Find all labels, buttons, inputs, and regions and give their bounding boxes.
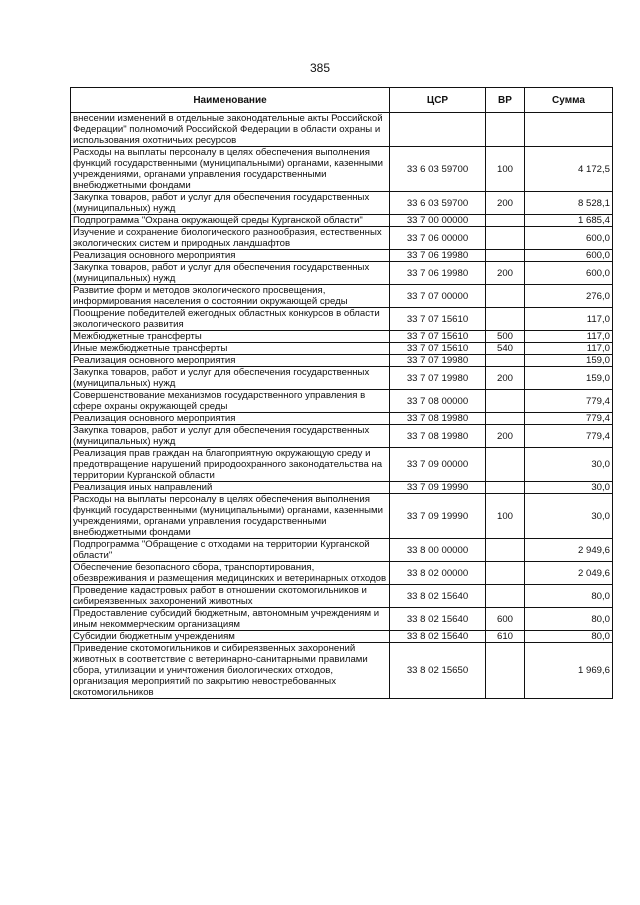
table-row [71,608,613,631]
cell-vr [486,308,525,331]
cell-sum: 276,0 [525,285,613,308]
cell-sum: 4 172,5 [525,147,613,192]
cell-vr: 200 [486,425,525,448]
cell-csr: 33 7 09 00000 [390,448,486,482]
header-name: Наименование [71,88,390,113]
cell-name: Развитие форм и методов экологического просвещения, информирования населения о состоянии окружающей среды [71,285,390,308]
cell-vr: 540 [486,343,525,355]
cell-name: Реализация прав граждан на благоприятную окружающую среду и предотвращение нарушений природоохранного законодательства на территории Курганской области [71,448,390,482]
table-row [71,494,613,539]
cell-name: Закупка товаров, работ и услуг для обеспечения государственных (муниципальных) нужд [71,262,390,285]
cell-name: Поощрение победителей ежегодных областных конкурсов в области экологического развития [71,308,390,331]
header-csr: ЦСР [390,88,486,113]
cell-name: Закупка товаров, работ и услуг для обеспечения государственных (муниципальных) нужд [71,367,390,390]
cell-name: Подпрограмма "Обращение с отходами на территории Курганской области" [71,539,390,562]
cell-csr: 33 8 02 15640 [390,585,486,608]
cell-vr [486,227,525,250]
cell-sum: 600,0 [525,250,613,262]
cell-csr: 33 7 00 00000 [390,215,486,227]
cell-sum: 2 949,6 [525,539,613,562]
cell-name: Реализация основного мероприятия [71,413,390,425]
cell-vr: 100 [486,147,525,192]
cell-vr: 200 [486,262,525,285]
cell-vr [486,482,525,494]
cell-sum: 159,0 [525,355,613,367]
header-vr: ВР [486,88,525,113]
cell-name: Закупка товаров, работ и услуг для обеспечения государственных (муниципальных) нужд [71,192,390,215]
cell-sum: 1 685,4 [525,215,613,227]
cell-name: Реализация основного мероприятия [71,355,390,367]
cell-csr: 33 7 06 19980 [390,250,486,262]
cell-name: Проведение кадастровых работ в отношении скотомогильников и сибиреязвенных захоронений животных [71,585,390,608]
cell-name: Иные межбюджетные трансферты [71,343,390,355]
table-row [71,331,613,343]
cell-csr [390,113,486,147]
cell-sum: 8 528,1 [525,192,613,215]
cell-vr: 100 [486,494,525,539]
table-row [71,192,613,215]
cell-sum: 779,4 [525,425,613,448]
table-row [71,343,613,355]
table-row [71,562,613,585]
cell-csr: 33 8 02 15650 [390,643,486,699]
cell-vr [486,250,525,262]
cell-name: Совершенствование механизмов государственного управления в сфере охраны окружающей среды [71,390,390,413]
cell-csr: 33 8 00 00000 [390,539,486,562]
table-row [71,215,613,227]
cell-sum [525,113,613,147]
cell-name: Реализация иных направлений [71,482,390,494]
cell-vr [486,413,525,425]
table-row [71,147,613,192]
header-sum: Сумма [525,88,613,113]
table-row [71,448,613,482]
table-row [71,425,613,448]
cell-csr: 33 7 09 19990 [390,482,486,494]
cell-name: Расходы на выплаты персоналу в целях обеспечения выполнения функций государственными (муниципальными) органами, казенными учреждениями, органами управления государственными внебюджетными фондами [71,147,390,192]
cell-sum: 80,0 [525,631,613,643]
cell-csr: 33 7 07 19980 [390,367,486,390]
cell-name: Реализация основного мероприятия [71,250,390,262]
cell-name: Межбюджетные трансферты [71,331,390,343]
cell-sum: 779,4 [525,413,613,425]
cell-sum: 80,0 [525,585,613,608]
table-row [71,482,613,494]
table-row [71,308,613,331]
cell-sum: 117,0 [525,343,613,355]
cell-name: Расходы на выплаты персоналу в целях обеспечения выполнения функций государственными (муниципальными) органами, казенными учреждениями, органами управления государственными внебюджетными фондами [71,494,390,539]
table-row [71,113,613,147]
cell-csr: 33 7 07 19980 [390,355,486,367]
cell-csr: 33 6 03 59700 [390,147,486,192]
cell-name: Изучение и сохранение биологического разнообразия, естественных экологических систем и природных ландшафтов [71,227,390,250]
cell-csr: 33 8 02 00000 [390,562,486,585]
cell-sum: 117,0 [525,331,613,343]
page-number: 385 [309,61,331,75]
table-row [71,390,613,413]
cell-name: Приведение скотомогильников и сибиреязвенных захоронений животных в соответствие с ветеринарно-санитарными правилами сбора, утилизации и уничтожения биологических отходов, организация мероприятий по закрытию невостребованных скотомогильников [71,643,390,699]
cell-csr: 33 7 07 00000 [390,285,486,308]
cell-vr: 610 [486,631,525,643]
cell-vr [486,285,525,308]
cell-vr [486,562,525,585]
cell-csr: 33 7 06 19980 [390,262,486,285]
table-row [71,631,613,643]
table-header-row [71,88,613,113]
cell-name: внесении изменений в отдельные законодательные акты Российской Федерации" полномочий Российской Федерации в области охраны и использования охотничьих ресурсов [71,113,390,147]
cell-csr: 33 7 08 19980 [390,413,486,425]
cell-sum: 30,0 [525,482,613,494]
cell-vr [486,390,525,413]
cell-sum: 600,0 [525,227,613,250]
cell-sum: 159,0 [525,367,613,390]
cell-csr: 33 7 07 15610 [390,331,486,343]
cell-vr [486,643,525,699]
cell-vr: 200 [486,192,525,215]
cell-name: Субсидии бюджетным учреждениям [71,631,390,643]
cell-csr: 33 8 02 15640 [390,631,486,643]
cell-vr [486,585,525,608]
table-row [71,227,613,250]
cell-sum: 600,0 [525,262,613,285]
cell-vr: 500 [486,331,525,343]
cell-vr [486,448,525,482]
table-row [71,643,613,699]
cell-sum: 2 049,6 [525,562,613,585]
cell-name: Обеспечение безопасного сбора, транспортирования, обезвреживания и размещения медицинских и ветеринарных отходов [71,562,390,585]
cell-name: Подпрограмма "Охрана окружающей среды Курганской области" [71,215,390,227]
cell-csr: 33 7 08 00000 [390,390,486,413]
cell-sum: 117,0 [525,308,613,331]
table-body [71,113,613,699]
table-row [71,355,613,367]
cell-sum: 80,0 [525,608,613,631]
cell-csr: 33 7 07 15610 [390,308,486,331]
cell-csr: 33 7 09 19990 [390,494,486,539]
cell-vr: 200 [486,367,525,390]
cell-vr [486,539,525,562]
cell-sum: 779,4 [525,390,613,413]
cell-vr: 600 [486,608,525,631]
budget-table [70,87,613,699]
cell-csr: 33 7 07 15610 [390,343,486,355]
table-row [71,250,613,262]
cell-name: Предоставление субсидий бюджетным, автономным учреждениям и иным некоммерческим организациям [71,608,390,631]
table-row [71,539,613,562]
cell-vr [486,215,525,227]
table-row [71,413,613,425]
table-row [71,262,613,285]
cell-vr [486,355,525,367]
cell-csr: 33 8 02 15640 [390,608,486,631]
cell-vr [486,113,525,147]
cell-sum: 30,0 [525,494,613,539]
table-row [71,367,613,390]
table-row [71,285,613,308]
table-row [71,585,613,608]
cell-name: Закупка товаров, работ и услуг для обеспечения государственных (муниципальных) нужд [71,425,390,448]
cell-csr: 33 6 03 59700 [390,192,486,215]
cell-sum: 1 969,6 [525,643,613,699]
cell-csr: 33 7 06 00000 [390,227,486,250]
cell-csr: 33 7 08 19980 [390,425,486,448]
cell-sum: 30,0 [525,448,613,482]
